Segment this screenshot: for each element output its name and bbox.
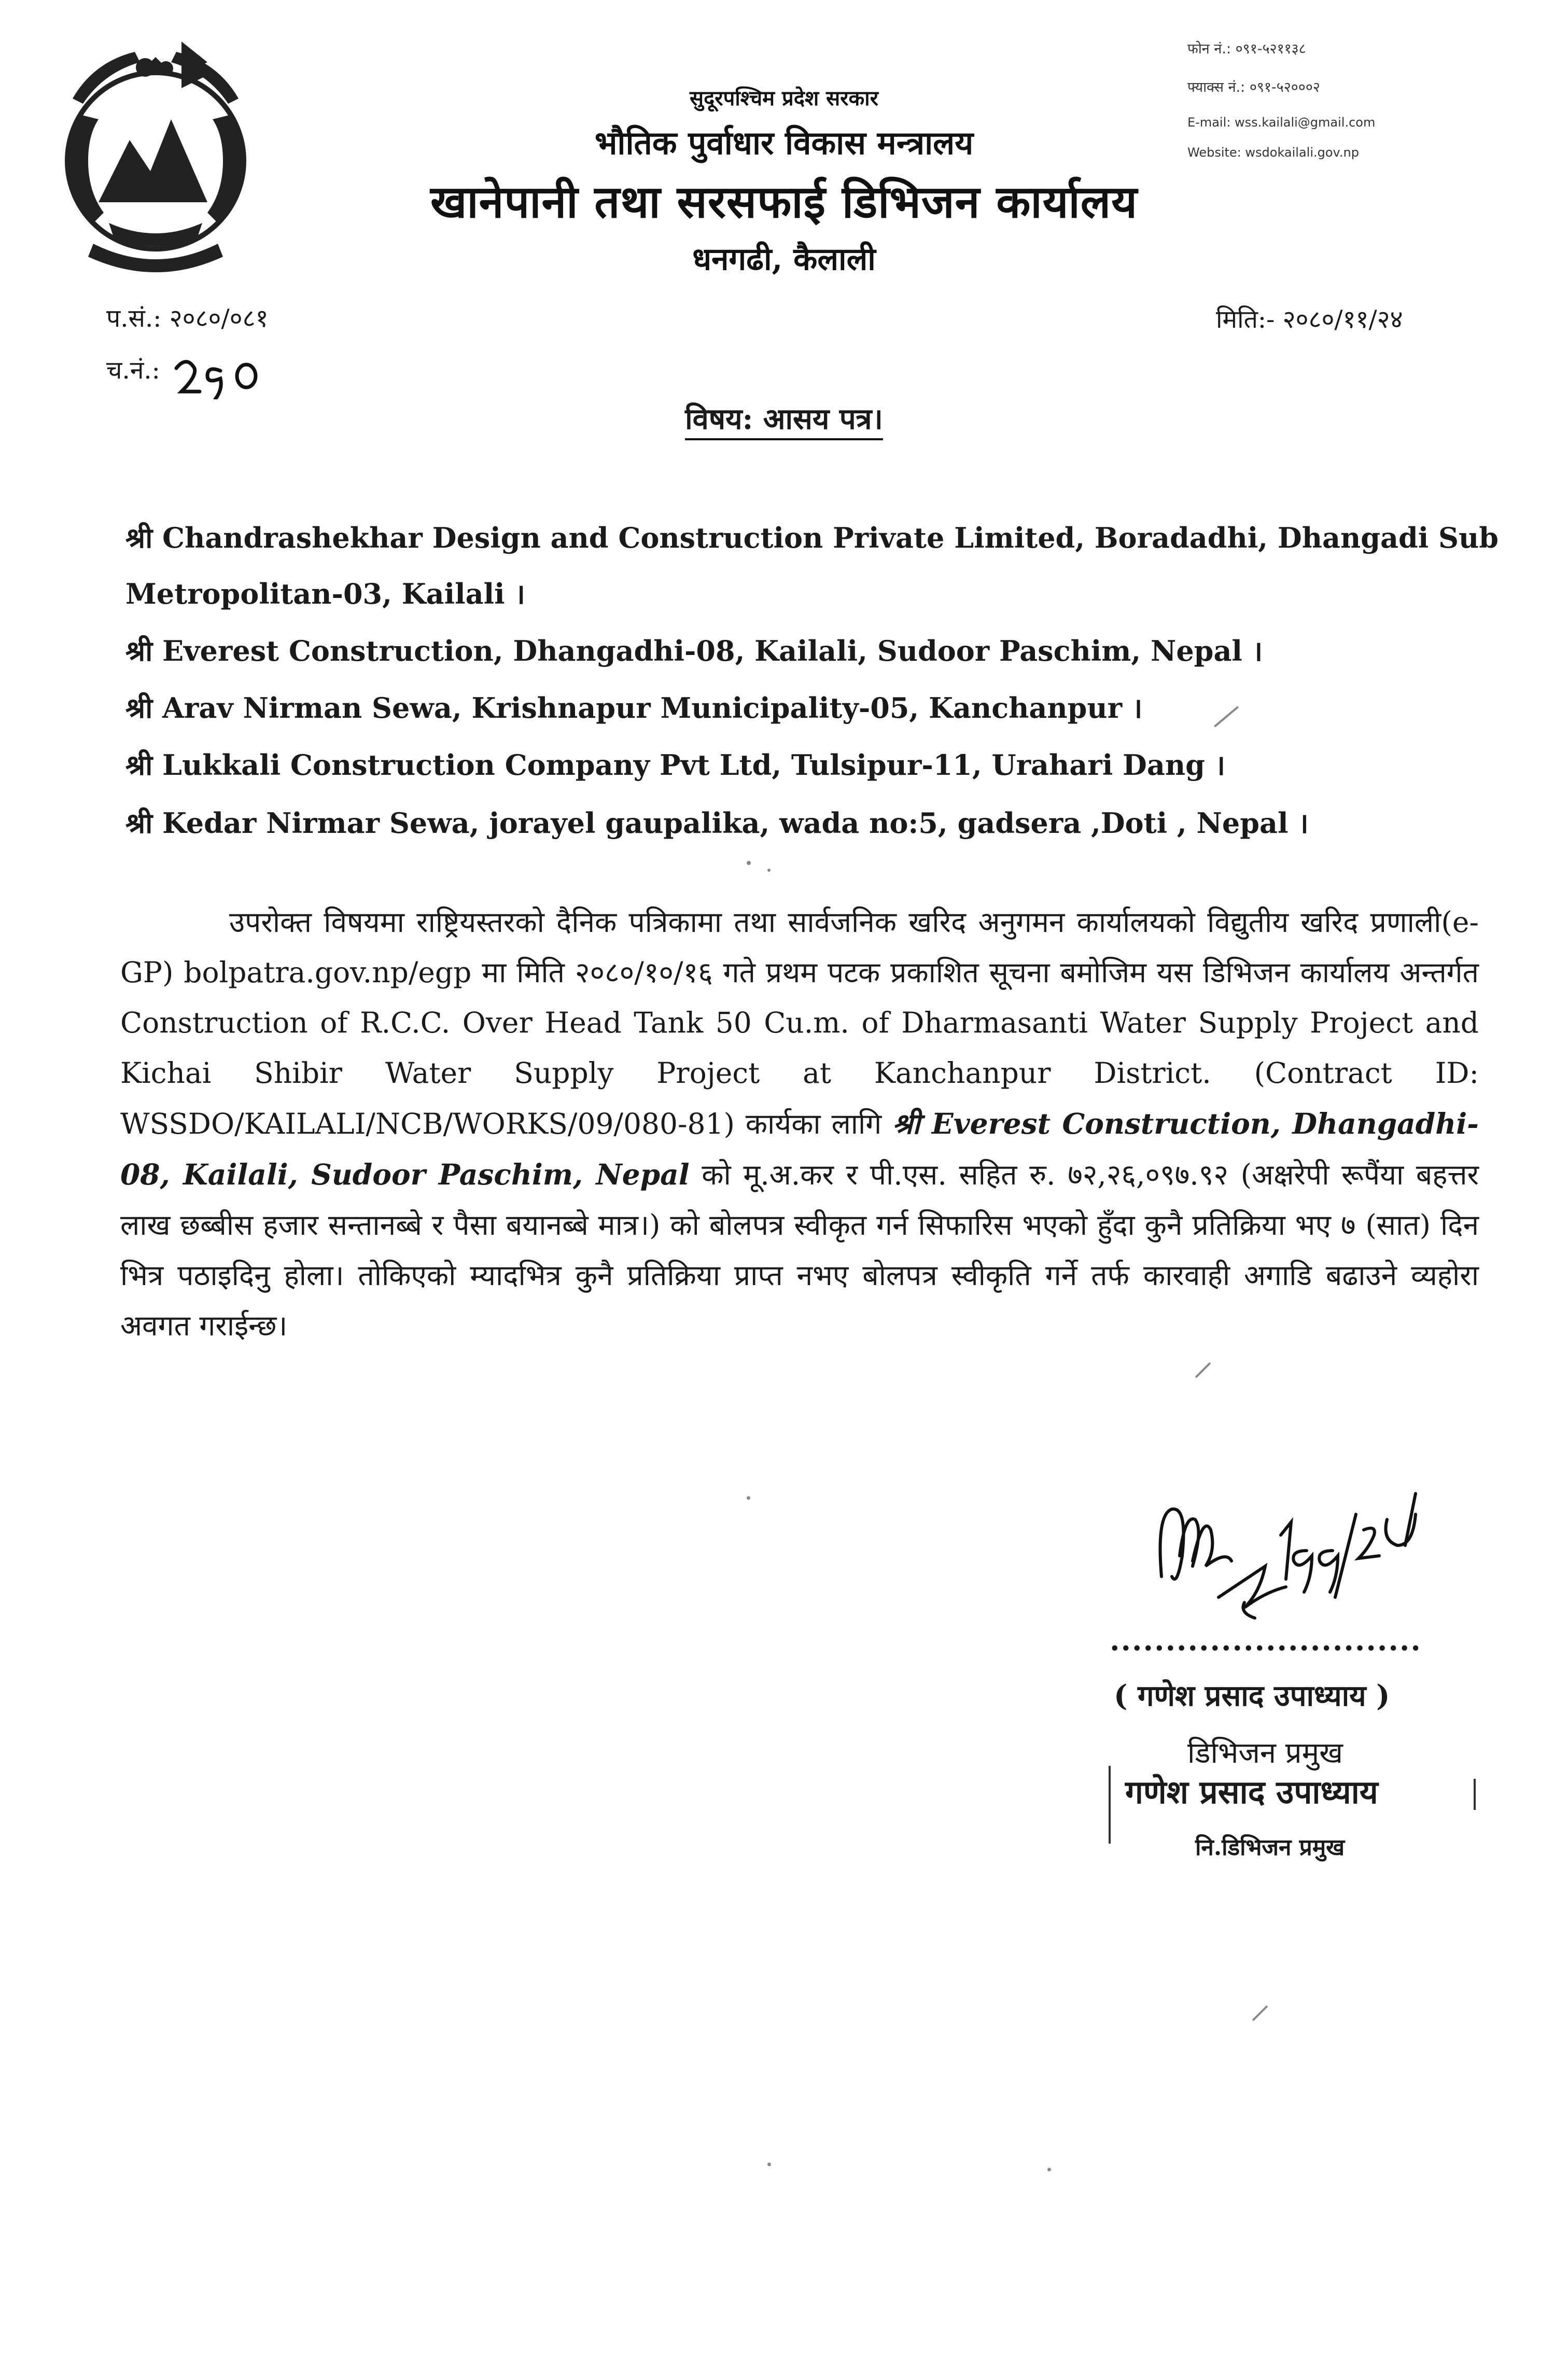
- letter-body: [120, 897, 1479, 1351]
- email-address: E-mail: wss.kailali@gmail.com: [1187, 115, 1376, 130]
- website-address: Website: wsdokailali.gov.np: [1187, 145, 1359, 160]
- letter-subject: [0, 398, 1568, 438]
- recipient-line-3: श्री Arav Nirman Sewa, Krishnapur Municipality-05, Kanchanpur ।: [125, 691, 1143, 724]
- signatory-name: ( गणेश प्रसाद उपाध्याय ): [1114, 1679, 1390, 1713]
- scan-mark: [1252, 2005, 1268, 2021]
- stamp-border-left: [1109, 1766, 1111, 1844]
- letter-date: मिति:- २०८०/११/२४: [1216, 305, 1403, 334]
- signatory-title: डिभिजन प्रमुख: [1187, 1736, 1343, 1770]
- scan-speck: [767, 869, 771, 872]
- header-ministry: भौतिक पुर्वाधार विकास मन्त्रालय: [594, 124, 974, 162]
- recipient-line-1-cont: Metropolitan-03, Kailali ।: [125, 577, 525, 610]
- stamp-name: गणेश प्रसाद उपाध्याय: [1125, 1773, 1378, 1811]
- signature-line: ............................: [1110, 1623, 1422, 1657]
- scan-speck: [1047, 2168, 1051, 2171]
- scan-speck: [747, 1496, 750, 1500]
- scan-mark: [1214, 706, 1239, 728]
- stamp-border-right: [1474, 1779, 1476, 1810]
- header-office: खानेपानी तथा सरसफाई डिभिजन कार्यालय: [430, 176, 1138, 228]
- phone-number: फोन नं.: ०९१-५२११३८: [1187, 41, 1306, 57]
- scan-mark: [1195, 1362, 1211, 1378]
- recipient-line-4: श्री Lukkali Construction Company Pvt Ltd, Tulsipur-11, Urahari Dang ।: [125, 748, 1226, 782]
- recipient-line-1: श्री Chandrashekhar Design and Construction Private Limited, Boradadhi, Dhangadi Sub: [125, 521, 1499, 554]
- fax-number: फ्याक्स नं.: ०९१-५२०००२: [1187, 79, 1320, 95]
- body-text-2: को मू.अ.कर र पी.एस. सहित रु. ७२,२६,०९७.९२ (अक्षरेपी रूपैंया बहत्तर लाख छब्बीस हजार सन्तानब्बे र पैसा बयानब्बे मात्र।) को बोलपत्र स्वीकृत गर्न सिफारिस भएको हुँदा कुनै प्रतिक्रिया भए ७ (सात) दिन भित्र पठाइदिनु होला। तोकिएको म्यादभित्र कुनै प्रतिक्रिया प्राप्त नभए बोलपत्र स्वीकृति गर्ने तर्फ कारवाही अगाडि बढाउने व्यहोरा अवगत गराईन्छ।: [120, 1158, 1479, 1342]
- header-government: सुदूरपश्चिम प्रदेश सरकार: [690, 86, 878, 110]
- body-emphasis: श्री Everest Construction, Dhangadhi-08, Kailali, Sudoor Paschim, Nepal: [120, 1107, 1479, 1191]
- letter-number: प.सं.: २०८०/०८१: [106, 304, 269, 333]
- scan-speck: [747, 861, 751, 865]
- header-location: धनगढी, कैलाली: [692, 241, 876, 277]
- stamp-title: नि.डिभिजन प्रमुख: [1195, 1834, 1345, 1861]
- subject-text: विषय: आसय पत्र।: [685, 402, 883, 440]
- recipient-line-2: श्री Everest Construction, Dhangadhi-08, Kailali, Sudoor Paschim, Nepal ।: [125, 634, 1263, 667]
- scan-speck: [767, 2163, 771, 2166]
- handwritten-dispatch-number: [171, 353, 264, 399]
- recipient-line-5: श्री Kedar Nirmar Sewa, jorayel gaupalika, wada no:5, gadsera ,Doti , Nepal ।: [125, 806, 1309, 840]
- dispatch-label: च.नं.:: [106, 356, 160, 385]
- body-text-1: उपरोक्त विषयमा राष्ट्रियस्तरको दैनिक पत्रिकामा तथा सार्वजनिक खरिद अनुगमन कार्यालयको विद्युतीय खरिद प्रणाली(e-GP) bolpatra.gov.np/egp मा मिति २०८०/१०/१६ गते प्रथम पटक प्रकाशित सूचना बमोजिम यस डिभिजन कार्यालय अन्तर्गत Construction of R.C.C. Over Head Tank 50 Cu.m. of Dharmasanti Water Supply Project and Kichai Shibir Water Supply Project at Kanchanpur District. (Contract ID: WSSDO/KAILALI/NCB/WORKS/09/080-81) कार्यका लागि: [120, 905, 1479, 1140]
